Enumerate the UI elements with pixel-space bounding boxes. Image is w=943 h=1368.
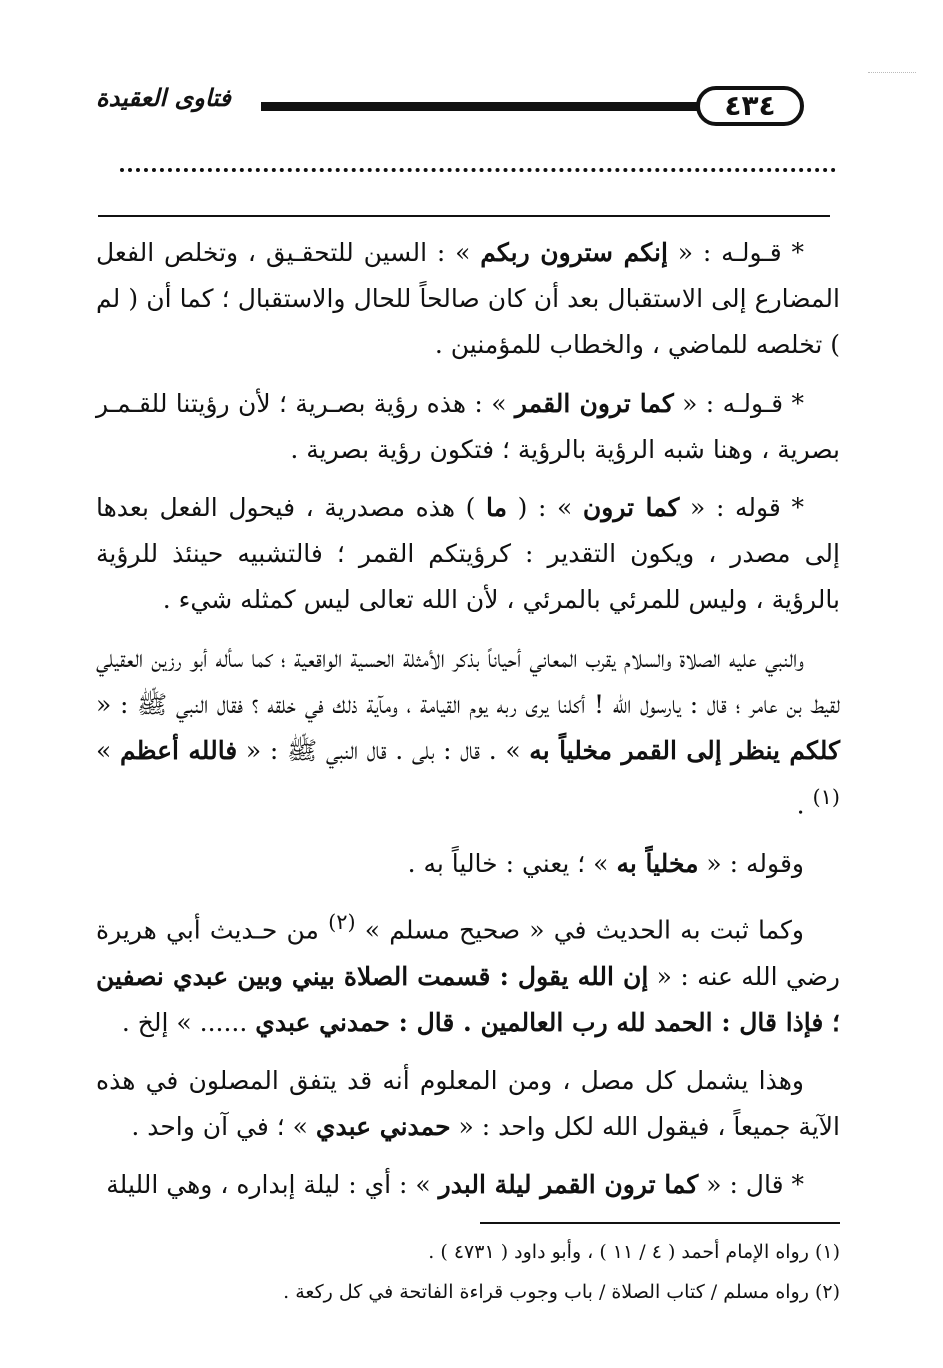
bold-quote: فالله أعظم [119,736,238,766]
text-run: » : السين للتحقـيق ، وتخلص الفعل المضارع إلى الاستقبال بعد أن كان صالحاً للحال والاستقبال ؛ كما أن ( لم ) تخلصه للماضي ، والخطاب للمؤمنين . [96,238,840,360]
footnote-rule [480,1222,840,1224]
text-run: وكما ثبت به الحديث في « صحيح مسلم » [355,915,804,945]
bold-quote: ما [485,493,507,523]
top-rule [98,215,830,217]
paragraph [96,485,840,624]
dotted-separator [120,168,836,178]
text-run: » . قال : بلى . قال النبي ﷺ : « [237,736,530,766]
paragraph [96,899,840,1046]
margin-mark [868,72,916,73]
text-run: وهذا يشمل كل مصل ، ومن المعلوم أنه قد يتفق المصلون في هذه الآية جميعاً ، فيقول الله لكل واحد : « [96,1065,840,1142]
text-run: وقوله : « [698,848,804,878]
bold-quote: إن الله يقول : قسمت الصلاة بيني وبين عبدي نصفين ؛ فإذا قال : الحمد لله رب العالمين . قال : حمدني عبدي [96,961,840,1037]
text-run: من حـديث أبي هريرة رضي الله عنه : « [96,915,840,991]
text-run: ) هذه مصدرية ، فيحول الفعل بعدها إلى مصدر ، ويكون التقدير : كرؤيتكم القمر ؛ فالتشبيه حينئذ للرؤية بالرؤية ، وليس للمرئي بالمرئي ، لأن الله تعالى ليس كمثله شيء . [96,493,840,615]
text-run: » ؛ في آن واحد . [131,1112,316,1142]
text-run: . [796,790,813,820]
paragraph [96,230,840,369]
text-run: » ؛ يعني : خالياً به . [407,848,617,878]
text-run: * قوله : « [679,493,804,523]
bold-quote: مخلياً به [616,848,699,878]
footnote-1: (١) رواه الإمام أحمد ( ٤ / ١١ ) ، وأبو داود ( ٤٧٣١ ) . [428,1241,840,1263]
bold-quote: كما ترون القمر ليلة البدر [438,1170,699,1200]
paragraph [96,1058,840,1150]
page-number: ٤٣٤ [696,86,804,126]
paragraph [96,1162,840,1208]
paragraph [96,381,840,473]
footnote-2: (٢) رواه مسلم / كتاب الصلاة / باب وجوب قراءة الفاتحة في كل ركعة . [283,1281,840,1303]
text-run: » : ( [507,493,583,523]
bold-quote: كما ترون [582,493,680,523]
main-text [96,230,840,1221]
footnote-ref: (١) [812,785,840,810]
text-run: * قال : « [698,1170,804,1200]
paragraph [96,636,840,829]
bold-quote: إنكم سترون ربكم [480,238,668,267]
text-run: ...... » إلخ . [121,1007,256,1037]
book-title: فتاوى العقيدة [96,84,231,112]
bold-quote: كلكم ينظر إلى القمر مخلياً به [529,736,840,766]
text-run: » : أي : ليلة إبداره ، وهي الليلة [106,1170,439,1200]
footnote-ref: (٢) [328,909,356,934]
text-run: * قـولـه : « [667,238,805,267]
text-run: » : هذه رؤية بصـرية ؛ لأن رؤيتنا للقـمـر بصرية ، وهنا شبه الرؤية بالرؤية ؛ فتكون رؤية بصرية . [96,388,840,464]
text-run: * قـولـه : « [673,388,804,418]
bold-quote: حمدني عبدي [315,1112,451,1142]
paragraph [96,841,840,887]
text-run: » [96,736,120,766]
bold-quote: كما ترون القمر [514,388,674,418]
text-run: والنبي عليه الصلاة والسلام يقرب المعاني أحياناً بذكر الأمثلة الحسية الواقعية ؛ كما سأله أبو رزين العقيلي لقيط بن عامر ؛ قال : يارسول الله ! أكلنا يرى ربه يوم القيامة ، ومآية ذلك في خلقه ؟ فقال النبي ﷺ : « [96,643,840,719]
page-header [96,80,841,132]
footnotes [96,1232,840,1312]
